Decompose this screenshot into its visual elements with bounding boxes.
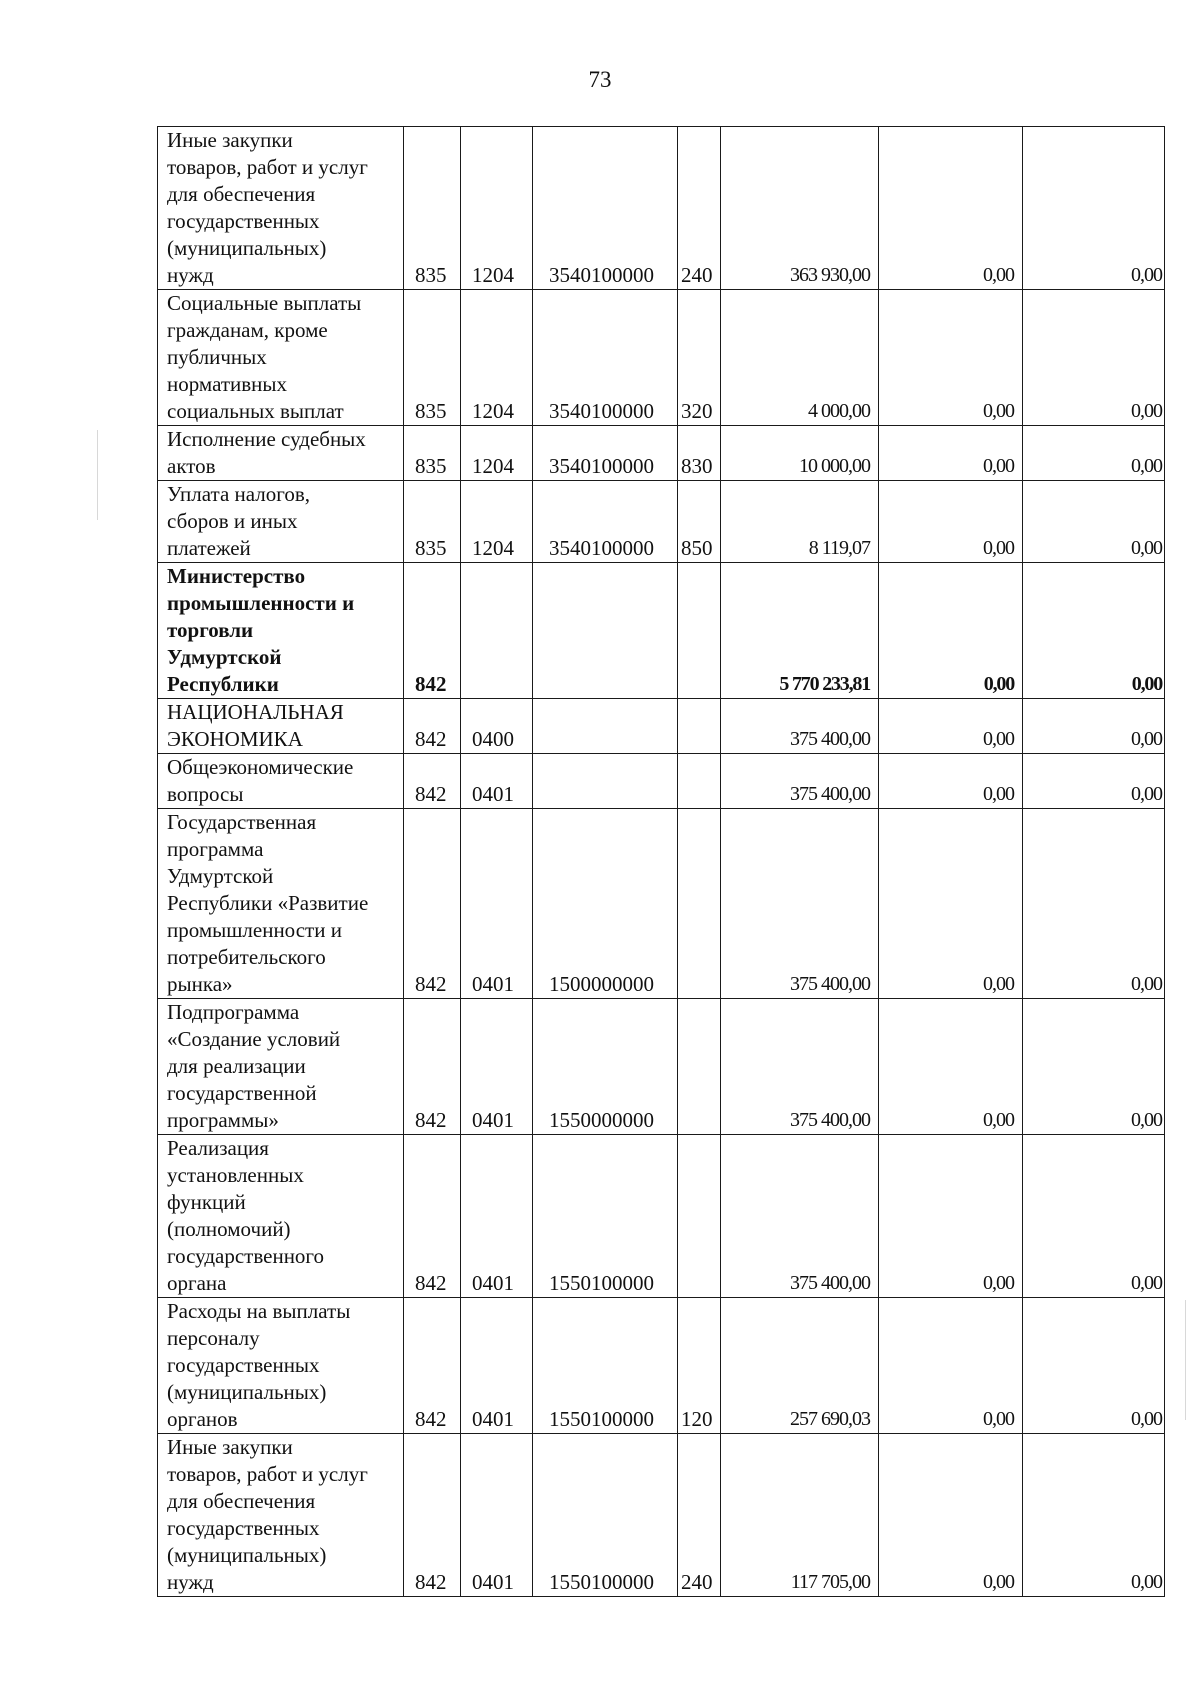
cell-expense-type bbox=[678, 1135, 721, 1298]
cell-name-line: Реализация bbox=[167, 1136, 269, 1160]
cell-name-line: Министерство bbox=[167, 564, 306, 588]
cell-amount-3: 0,00 bbox=[1023, 1298, 1165, 1434]
cell-amount-2: 0,00 bbox=[879, 699, 1023, 754]
cell-amount-2: 0,00 bbox=[879, 127, 1023, 290]
cell-amount-1: 363 930,00 bbox=[721, 127, 879, 290]
cell-rzpr: 0401 bbox=[461, 1434, 533, 1597]
cell-expense-type bbox=[678, 999, 721, 1135]
cell-name-line: Расходы на выплаты bbox=[167, 1299, 351, 1323]
cell-name-line: (муниципальных) bbox=[167, 1543, 327, 1567]
cell-target-article bbox=[533, 699, 678, 754]
cell-amount-1: 257 690,03 bbox=[721, 1298, 879, 1434]
cell-name bbox=[158, 754, 404, 809]
cell-name-line: (муниципальных) bbox=[167, 1380, 327, 1404]
cell-target-article: 3540100000 bbox=[533, 290, 678, 426]
cell-amount-3: 0,00 bbox=[1023, 754, 1165, 809]
cell-expense-type: 120 bbox=[678, 1298, 721, 1434]
cell-name-line: потребительского bbox=[167, 945, 326, 969]
cell-rzpr: 0400 bbox=[461, 699, 533, 754]
cell-name-line: нужд bbox=[167, 263, 214, 287]
cell-name-line: функций bbox=[167, 1190, 246, 1214]
cell-name-line: установленных bbox=[167, 1163, 304, 1187]
cell-target-article: 3540100000 bbox=[533, 481, 678, 563]
table-row bbox=[158, 754, 1165, 809]
cell-name-line: нормативных bbox=[167, 372, 288, 396]
cell-target-article: 1550000000 bbox=[533, 999, 678, 1135]
cell-rzpr: 0401 bbox=[461, 1298, 533, 1434]
cell-rzpr bbox=[461, 563, 533, 699]
cell-amount-3: 0,00 bbox=[1023, 1434, 1165, 1597]
cell-name bbox=[158, 1135, 404, 1298]
cell-expense-type bbox=[678, 699, 721, 754]
cell-name-line: публичных bbox=[167, 345, 267, 369]
cell-ved: 842 bbox=[404, 754, 461, 809]
cell-ved: 835 bbox=[404, 290, 461, 426]
cell-name-line: государственных bbox=[167, 1516, 320, 1540]
cell-ved: 835 bbox=[404, 127, 461, 290]
cell-amount-1: 8 119,07 bbox=[721, 481, 879, 563]
cell-amount-2: 0,00 bbox=[879, 1298, 1023, 1434]
cell-amount-2: 0,00 bbox=[879, 1434, 1023, 1597]
cell-target-article: 3540100000 bbox=[533, 127, 678, 290]
cell-amount-2: 0,00 bbox=[879, 999, 1023, 1135]
cell-name-line: (полномочий) bbox=[167, 1217, 291, 1241]
cell-name bbox=[158, 563, 404, 699]
cell-amount-3: 0,00 bbox=[1023, 1135, 1165, 1298]
cell-name-line: (муниципальных) bbox=[167, 236, 327, 260]
cell-amount-1: 10 000,00 bbox=[721, 426, 879, 481]
cell-name-line: промышленности и bbox=[167, 918, 342, 942]
cell-name-line: Социальные выплаты bbox=[167, 291, 362, 315]
cell-name-line: актов bbox=[167, 454, 216, 478]
scan-margin-line-right bbox=[1185, 1300, 1186, 1420]
table-row bbox=[158, 127, 1165, 290]
cell-rzpr: 1204 bbox=[461, 127, 533, 290]
cell-name-line: персоналу bbox=[167, 1326, 260, 1350]
cell-amount-1: 4 000,00 bbox=[721, 290, 879, 426]
cell-name-line: программа bbox=[167, 837, 264, 861]
cell-name-line: для обеспечения bbox=[167, 182, 316, 206]
cell-expense-type: 850 bbox=[678, 481, 721, 563]
cell-name-line: Государственная bbox=[167, 810, 317, 834]
cell-name bbox=[158, 809, 404, 999]
cell-name-line: органов bbox=[167, 1407, 238, 1431]
cell-name-line: ЭКОНОМИКА bbox=[167, 727, 303, 751]
budget-table bbox=[157, 126, 1165, 1597]
cell-amount-1: 117 705,00 bbox=[721, 1434, 879, 1597]
cell-ved: 835 bbox=[404, 426, 461, 481]
cell-name bbox=[158, 290, 404, 426]
table-row bbox=[158, 426, 1165, 481]
cell-name-line: Иные закупки bbox=[167, 128, 293, 152]
cell-target-article: 1550100000 bbox=[533, 1135, 678, 1298]
cell-amount-1: 375 400,00 bbox=[721, 699, 879, 754]
cell-amount-3: 0,00 bbox=[1023, 290, 1165, 426]
cell-name-line: нужд bbox=[167, 1570, 214, 1594]
cell-name-line: Удмуртской bbox=[167, 864, 274, 888]
cell-amount-2: 0,00 bbox=[879, 1135, 1023, 1298]
scan-margin-line-left bbox=[97, 430, 98, 520]
cell-ved: 842 bbox=[404, 563, 461, 699]
cell-name bbox=[158, 1298, 404, 1434]
cell-amount-2: 0,00 bbox=[879, 754, 1023, 809]
page-number: 73 bbox=[588, 67, 612, 92]
cell-expense-type: 240 bbox=[678, 1434, 721, 1597]
cell-ved: 842 bbox=[404, 999, 461, 1135]
cell-name bbox=[158, 699, 404, 754]
table-row bbox=[158, 699, 1165, 754]
cell-name-line: государственного bbox=[167, 1244, 325, 1268]
cell-amount-3: 0,00 bbox=[1023, 563, 1165, 699]
cell-name bbox=[158, 1434, 404, 1597]
cell-target-article: 1550100000 bbox=[533, 1434, 678, 1597]
cell-name-line: для реализации bbox=[167, 1054, 306, 1078]
cell-name-line: Республики «Развитие bbox=[167, 891, 369, 915]
cell-amount-1: 375 400,00 bbox=[721, 754, 879, 809]
cell-target-article bbox=[533, 563, 678, 699]
cell-name-line: торговли bbox=[167, 618, 254, 642]
cell-name bbox=[158, 999, 404, 1135]
cell-target-article: 1550100000 bbox=[533, 1298, 678, 1434]
cell-name-line: рынка» bbox=[167, 972, 233, 996]
table-row bbox=[158, 999, 1165, 1135]
cell-name-line: товаров, работ и услуг bbox=[167, 155, 368, 179]
budget-table-body bbox=[158, 127, 1165, 1597]
cell-expense-type: 240 bbox=[678, 127, 721, 290]
cell-name bbox=[158, 481, 404, 563]
cell-amount-1: 375 400,00 bbox=[721, 1135, 879, 1298]
cell-name-line: НАЦИОНАЛЬНАЯ bbox=[167, 700, 344, 724]
cell-name-line: для обеспечения bbox=[167, 1489, 316, 1513]
cell-rzpr: 0401 bbox=[461, 999, 533, 1135]
cell-ved: 842 bbox=[404, 1298, 461, 1434]
cell-name-line: Подпрограмма bbox=[167, 1000, 300, 1024]
cell-amount-2: 0,00 bbox=[879, 426, 1023, 481]
cell-rzpr: 1204 bbox=[461, 481, 533, 563]
cell-rzpr: 0401 bbox=[461, 809, 533, 999]
cell-name-line: социальных выплат bbox=[167, 399, 344, 423]
cell-expense-type bbox=[678, 754, 721, 809]
cell-amount-2: 0,00 bbox=[879, 290, 1023, 426]
cell-rzpr: 0401 bbox=[461, 754, 533, 809]
cell-ved: 835 bbox=[404, 481, 461, 563]
cell-name-line: товаров, работ и услуг bbox=[167, 1462, 368, 1486]
cell-ved: 842 bbox=[404, 809, 461, 999]
cell-amount-3: 0,00 bbox=[1023, 127, 1165, 290]
cell-amount-3: 0,00 bbox=[1023, 481, 1165, 563]
cell-rzpr: 0401 bbox=[461, 1135, 533, 1298]
cell-amount-3: 0,00 bbox=[1023, 999, 1165, 1135]
cell-name-line: гражданам, кроме bbox=[167, 318, 328, 342]
cell-name-line: сборов и иных bbox=[167, 509, 298, 533]
cell-ved: 842 bbox=[404, 1434, 461, 1597]
cell-name-line: промышленности и bbox=[167, 591, 355, 615]
cell-name-line: Удмуртской bbox=[167, 645, 282, 669]
cell-target-article bbox=[533, 754, 678, 809]
table-row bbox=[158, 481, 1165, 563]
table-row bbox=[158, 290, 1165, 426]
cell-name-line: Уплата налогов, bbox=[167, 482, 311, 506]
cell-ved: 842 bbox=[404, 1135, 461, 1298]
table-row bbox=[158, 1434, 1165, 1597]
cell-amount-3: 0,00 bbox=[1023, 699, 1165, 754]
cell-expense-type bbox=[678, 563, 721, 699]
cell-name-line: государственных bbox=[167, 209, 320, 233]
cell-amount-1: 5 770 233,81 bbox=[721, 563, 879, 699]
cell-target-article: 1500000000 bbox=[533, 809, 678, 999]
cell-amount-2: 0,00 bbox=[879, 809, 1023, 999]
cell-name-line: «Создание условий bbox=[167, 1027, 341, 1051]
cell-name-line: Иные закупки bbox=[167, 1435, 293, 1459]
cell-expense-type: 320 bbox=[678, 290, 721, 426]
cell-name bbox=[158, 426, 404, 481]
cell-amount-2: 0,00 bbox=[879, 563, 1023, 699]
cell-amount-3: 0,00 bbox=[1023, 426, 1165, 481]
table-row bbox=[158, 1135, 1165, 1298]
cell-amount-1: 375 400,00 bbox=[721, 809, 879, 999]
table-row bbox=[158, 809, 1165, 999]
cell-name-line: государственной bbox=[167, 1081, 317, 1105]
cell-name-line: программы» bbox=[167, 1108, 279, 1132]
cell-rzpr: 1204 bbox=[461, 426, 533, 481]
cell-amount-2: 0,00 bbox=[879, 481, 1023, 563]
cell-expense-type: 830 bbox=[678, 426, 721, 481]
cell-expense-type bbox=[678, 809, 721, 999]
cell-name-line: вопросы bbox=[167, 782, 244, 806]
cell-rzpr: 1204 bbox=[461, 290, 533, 426]
cell-amount-1: 375 400,00 bbox=[721, 999, 879, 1135]
cell-ved: 842 bbox=[404, 699, 461, 754]
cell-name-line: органа bbox=[167, 1271, 227, 1295]
cell-name-line: Общеэкономические bbox=[167, 755, 354, 779]
cell-name-line: государственных bbox=[167, 1353, 320, 1377]
cell-name-line: Республики bbox=[167, 672, 279, 696]
cell-amount-3: 0,00 bbox=[1023, 809, 1165, 999]
table-row bbox=[158, 563, 1165, 699]
cell-target-article: 3540100000 bbox=[533, 426, 678, 481]
cell-name-line: платежей bbox=[167, 536, 251, 560]
cell-name bbox=[158, 127, 404, 290]
table-row bbox=[158, 1298, 1165, 1434]
cell-name-line: Исполнение судебных bbox=[167, 427, 366, 451]
